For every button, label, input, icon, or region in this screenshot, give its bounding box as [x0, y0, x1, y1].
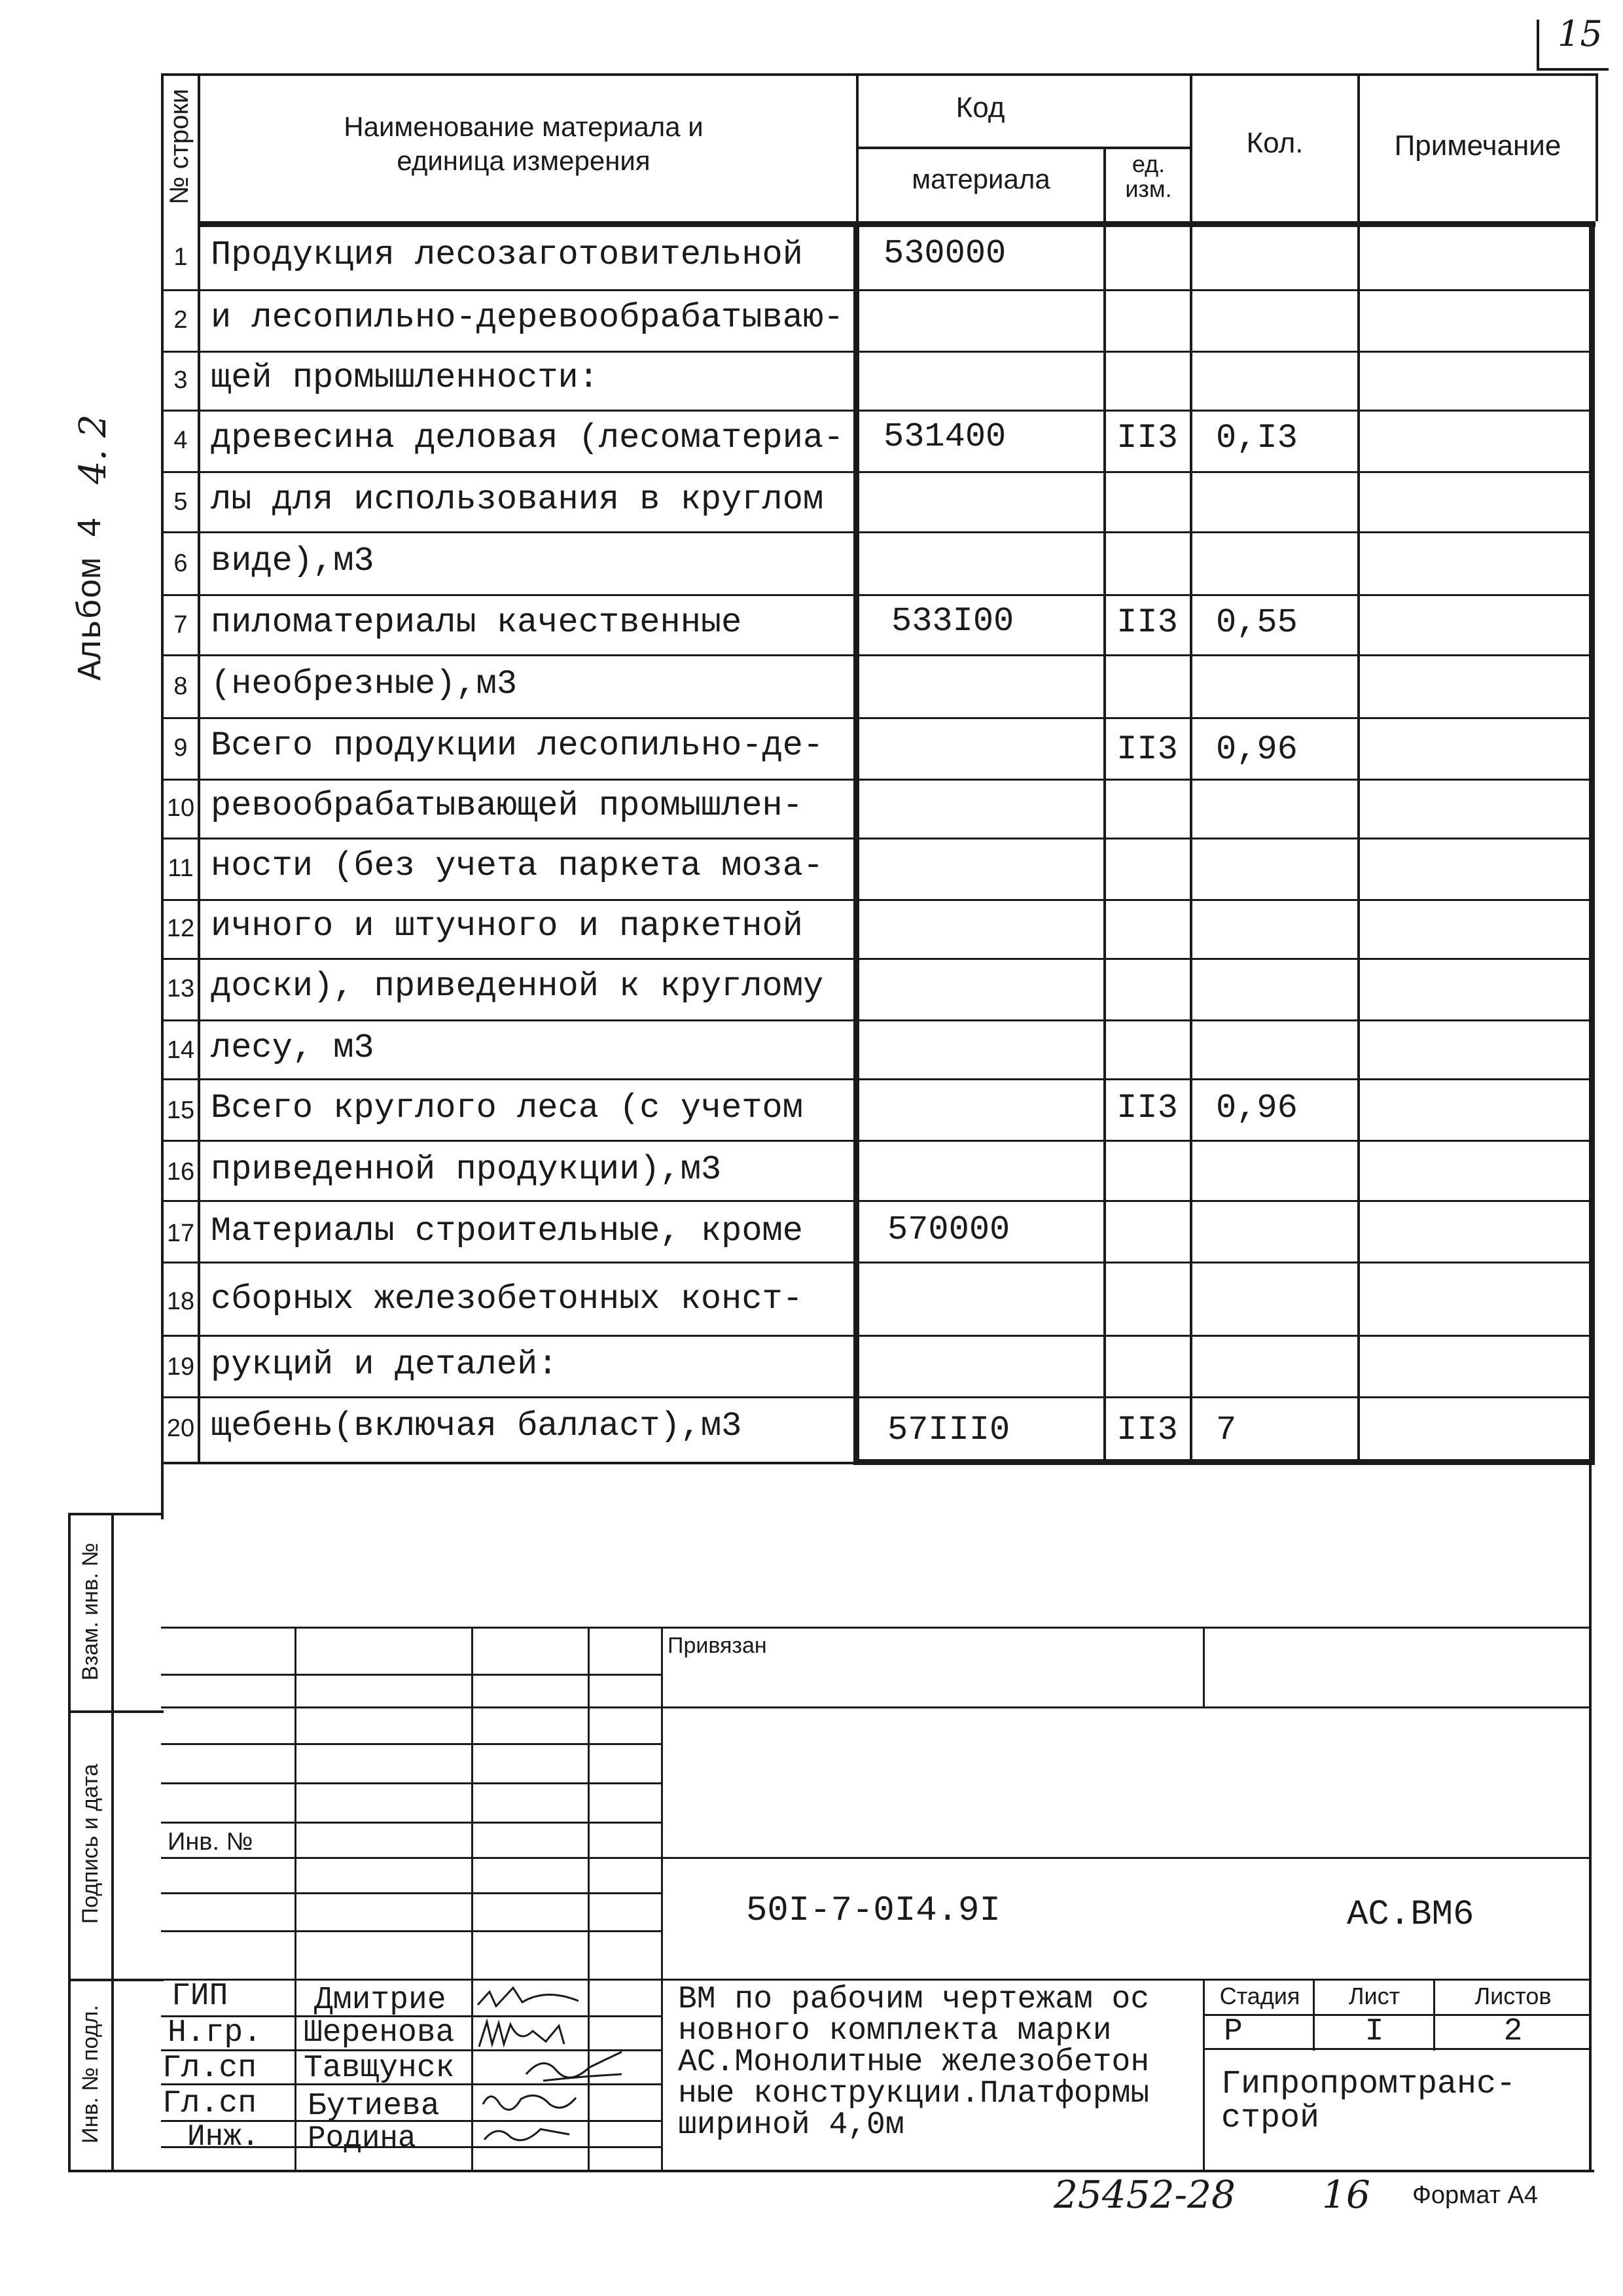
row-material-code: 531400 [883, 417, 1007, 456]
row-material-name: Всего продукции лесопильно-де- [211, 726, 824, 765]
row-quantity: 0,I3 [1216, 419, 1298, 457]
name-inzh: Родина [308, 2121, 416, 2155]
page-number: 15 [1558, 13, 1603, 54]
sheet-value: I [1364, 2014, 1384, 2049]
row-number: 8 [173, 673, 188, 700]
thick-right [1589, 221, 1595, 1464]
role-inzh: Инж. [187, 2120, 260, 2154]
stage-value: Р [1224, 2014, 1243, 2049]
title-line: АС.Монолитные железобетон [678, 2045, 1150, 2080]
name-glsp-2: Бутиева [308, 2089, 440, 2124]
signature-glsp-1 [524, 2048, 628, 2087]
role-gip: ГИП [171, 1979, 228, 2014]
row-material-name: лесу, м3 [211, 1029, 374, 1067]
org-line: строй [1221, 2100, 1320, 2137]
stamp-vline [588, 1627, 590, 2171]
row-material-code: 570000 [887, 1210, 1010, 1249]
stamp-vline [471, 1627, 473, 2171]
row-quantity: 0,96 [1216, 730, 1298, 769]
col-note-line [1357, 73, 1360, 1464]
col-qty-line [1190, 73, 1192, 1464]
row-material-name: Материалы строительные, кроме [211, 1212, 803, 1250]
stamp-vline [1433, 1979, 1435, 2051]
row-number: 17 [166, 1220, 195, 1247]
sheets-value: 2 [1503, 2014, 1523, 2049]
format-label: Формат А4 [1412, 2181, 1539, 2209]
row-line [161, 1335, 1594, 1337]
row-line [161, 351, 1594, 353]
header-quantity: Кол. [1246, 127, 1304, 159]
row-line [161, 289, 1594, 291]
row-number: 4 [173, 427, 188, 454]
row-line [161, 1200, 1594, 1202]
name-glsp-1: Тавщунск [304, 2051, 455, 2086]
row-number: 10 [166, 794, 195, 822]
handwritten-archive-number: 25452-28 [1054, 2172, 1236, 2217]
title-line: шириной 4,0м [678, 2108, 904, 2143]
row-line [161, 838, 1594, 839]
row-line [161, 531, 1594, 533]
row-material-name: пиломатериалы качественные [211, 603, 742, 642]
signature-inzh [478, 2120, 582, 2149]
row-number: 12 [166, 915, 195, 942]
row-number: 11 [168, 855, 194, 882]
row-material-code: 57III0 [887, 1411, 1010, 1449]
row-material-name: щебень(включая балласт),м3 [211, 1407, 742, 1445]
row-unit-code: II3 [1116, 603, 1178, 642]
corner-line-horizontal [1537, 68, 1609, 71]
row-material-code: 533I00 [891, 602, 1014, 641]
document-code: 50I-7-0I4.9I [746, 1891, 1001, 1931]
header-code-unit: ед. изм. [1125, 150, 1172, 202]
row-number: 20 [166, 1415, 195, 1442]
role-glsp-2: Гл.сп [162, 2086, 257, 2121]
header-code: Код [955, 92, 1005, 124]
row-number: 14 [166, 1036, 195, 1064]
album-handwritten-number: 4. 2 [72, 414, 115, 484]
row-line [161, 1262, 1594, 1263]
thick-top [198, 221, 1596, 227]
stamp-vline [294, 1627, 296, 1862]
row-number: 1 [173, 243, 188, 271]
rownum-bottom [161, 1462, 855, 1464]
row-number: 5 [173, 488, 188, 516]
row-material-name: и лесопильно-деревообрабатываю- [211, 298, 844, 337]
row-quantity: 0,55 [1216, 603, 1298, 642]
stamp-vline [1203, 1979, 1205, 2171]
name-ngr: Шеренова [304, 2015, 455, 2051]
document-mark: АС.ВМ6 [1347, 1895, 1474, 1935]
album-label: Альбом 4 [72, 517, 111, 680]
stamp-vline [661, 1627, 663, 2171]
header-row-number: № строки [165, 88, 194, 205]
row-material-name: сборных железобетонных конст- [211, 1280, 803, 1318]
row-material-name: (необрезные),м3 [211, 665, 518, 703]
body-right-border [1589, 1464, 1592, 2171]
handwritten-page-number: 16 [1322, 2172, 1370, 2217]
row-quantity: 7 [1216, 1411, 1237, 1449]
table-top-border [161, 73, 1598, 76]
row-line [161, 594, 1594, 596]
stamp-vline [1313, 1979, 1315, 2051]
privyazan-label: Привязан [668, 1633, 767, 1658]
row-material-name: щей промышленности: [211, 359, 599, 397]
row-material-name: рукций и деталей: [211, 1345, 558, 1384]
row-number: 13 [166, 975, 195, 1002]
role-ngr: Н.гр. [168, 2015, 262, 2051]
title-line: новного комплекта марки [678, 2013, 1112, 2049]
row-number: 3 [173, 366, 188, 394]
row-quantity: 0,96 [1216, 1089, 1298, 1127]
row-number: 2 [173, 306, 188, 334]
name-gip: Дмитрие [314, 1983, 446, 2018]
stamp-line [161, 1857, 1592, 1859]
row-unit-code: II3 [1116, 1411, 1178, 1449]
row-line [161, 899, 1594, 901]
strip-mid-border [111, 1513, 114, 2172]
row-number: 7 [173, 611, 188, 639]
inv-podl-label: Инв. № подл. [78, 2005, 103, 2144]
row-number: 18 [166, 1288, 195, 1315]
header-code-split [856, 147, 1191, 149]
stamp-vline [294, 1857, 296, 2171]
podpis-data-label: Подпись и дата [78, 1763, 103, 1924]
col-unit-line [1103, 148, 1106, 1464]
row-material-name: доски), приведенной к круглому [211, 967, 824, 1006]
row-material-name: ичного и штучного и паркетной [211, 907, 803, 945]
role-glsp-1: Гл.сп [162, 2051, 257, 2086]
row-material-name: Продукция лесозаготовительной [211, 236, 803, 274]
stamp-line [161, 1706, 1592, 1708]
row-material-name: виде),м3 [211, 542, 374, 580]
row-number: 16 [166, 1158, 195, 1186]
row-number: 19 [166, 1353, 195, 1381]
row-line [161, 471, 1594, 473]
row-material-name: древесина деловая (лесоматериа- [211, 419, 844, 457]
corner-line-vertical [1537, 20, 1539, 71]
stage-label: Стадия [1219, 1983, 1300, 2009]
row-unit-code: II3 [1116, 1089, 1178, 1127]
row-line [161, 1078, 1594, 1080]
table-right-border [1596, 73, 1598, 221]
document-title [678, 1984, 1149, 2141]
thick-bottom [853, 1459, 1595, 1465]
row-material-name: ревообрабатывающей промышлен- [211, 786, 803, 825]
header-material-name: Наименование материала и единица измерения [344, 111, 704, 176]
row-line [161, 958, 1594, 960]
row-material-name: лы для использования в круглом [211, 480, 824, 519]
strip-top-border [68, 1513, 164, 1515]
row-material-name: Всего круглого леса (с учетом [211, 1089, 803, 1127]
stamp-line [161, 1627, 1592, 1629]
signature-ngr [474, 2018, 585, 2051]
header-code-material: материала [912, 164, 1050, 194]
inv-no-label: Инв. № [168, 1828, 253, 1856]
header-note: Примечание [1394, 130, 1561, 162]
title-line: ВМ по рабочим чертежам ос [678, 1982, 1150, 2017]
sheet-label: Лист [1348, 1983, 1400, 2009]
col-rownum-line [198, 73, 200, 1464]
row-number: 15 [166, 1097, 195, 1124]
strip-left-border [68, 1513, 71, 2172]
row-number: 6 [173, 550, 188, 577]
strip-divider-1 [68, 1710, 164, 1713]
row-line [161, 1019, 1594, 1021]
row-material-code: 530000 [883, 234, 1007, 273]
row-material-name: приведенной продукции),м3 [211, 1150, 722, 1189]
row-line [161, 1396, 1594, 1398]
row-unit-code: II3 [1116, 730, 1178, 769]
sheets-label: Листов [1474, 1983, 1552, 2009]
row-line [161, 410, 1594, 412]
row-line [161, 717, 1594, 719]
row-line [161, 1140, 1594, 1142]
signature-glsp-2 [478, 2085, 582, 2119]
title-line: ные конструкции.Платформы [678, 2076, 1150, 2111]
org-line: Гипропромтранс- [1221, 2066, 1516, 2103]
row-line [161, 654, 1594, 656]
thick-left [853, 221, 859, 1464]
row-line [161, 779, 1594, 781]
organization-name [1221, 2068, 1516, 2136]
row-unit-code: II3 [1116, 419, 1178, 457]
stamp-vline [1203, 1627, 1205, 1708]
stamp-line [161, 1979, 1592, 1981]
row-material-name: ности (без учета паркета моза- [211, 847, 824, 885]
signature-gip [474, 1983, 585, 2015]
vzam-inv-label: Взам. инв. № [78, 1542, 103, 1681]
row-number: 9 [173, 734, 188, 762]
